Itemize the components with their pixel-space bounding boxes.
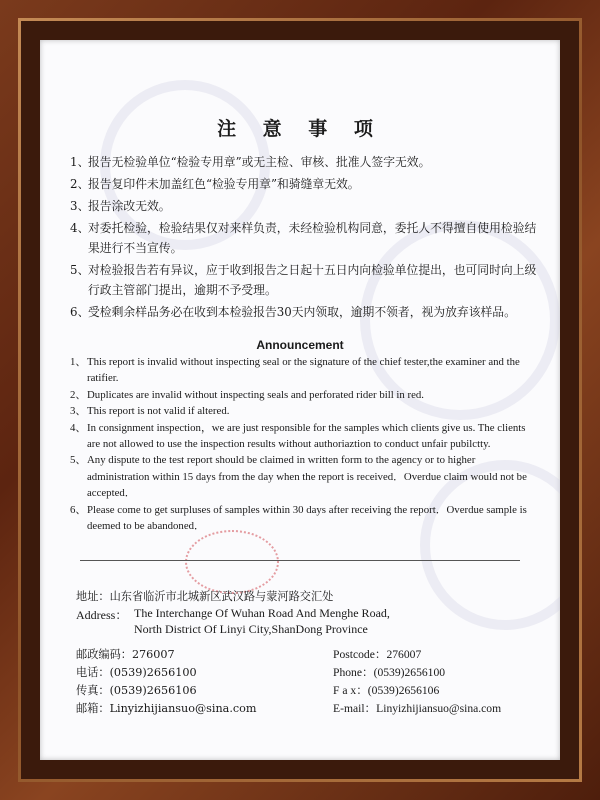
item-number: 6、 [70,503,87,516]
postcode-cn: 邮政编码：276007 [76,648,175,661]
list-item [70,218,540,258]
item-number: 4、 [70,421,87,434]
item-text: 报告复印件未加盖红色“检验专用章”和骑缝章无效。 [88,177,360,191]
list-item [70,452,530,501]
item-number: 3、 [70,199,90,213]
page-title: 注 意 事 项 [217,118,383,140]
phone-cn: 电话：(0539)2656100 [76,666,197,679]
list-item [70,174,540,194]
list-item [70,354,530,387]
divider [80,560,520,561]
address-en-line2: North District Of Linyi City,ShanDong Province [134,622,368,636]
list-item [70,403,530,419]
item-text: This report is not valid if altered. [87,405,230,418]
email-row [76,700,536,716]
address-en-row2 [76,622,536,638]
list-item [70,152,540,172]
address-en-row [76,606,536,622]
announcement-heading: Announcement [256,338,344,352]
address-en-line1: The Interchange Of Wuhan Road And Menghe Road, [134,606,390,620]
item-text: 对委托检验，检验结果仅对来样负责，未经检验机构同意，委托人不得擅自使用检验结果进行不当宣传。 [88,221,537,255]
item-text: In consignment inspection，we are just responsible for the samples which clients give us. The clients are not allowed to use the inspection results without authoriaztion to conduct unfair pubilctty. [87,421,526,451]
item-text: 报告涂改无效。 [88,199,171,213]
phone-en: Phone：(0539)2656100 [333,666,446,679]
item-number: 5、 [70,263,90,277]
list-item [70,387,530,403]
item-number: 2、 [70,388,87,401]
list-item [70,420,530,453]
postcode-row [76,646,536,662]
item-number: 4、 [70,221,90,235]
email-en: E-mail：Linyizhijiansuo@sina.com [333,702,502,715]
item-number: 1、 [70,356,87,368]
list-item [70,196,540,216]
item-text: Any dispute to the test report should be claimed in written form to the agency or to higher administration within 15 days from the day when the report is received．Overdue claim would not be accepted． [87,454,527,500]
item-text: 受检剩余样品务必在收到本检验报告30天内领取，逾期不领者，视为放弃该样品。 [88,305,516,319]
list-item [70,302,540,322]
fax-cn: 传真：(0539)2656106 [76,684,197,697]
fax-en: F a x：(0539)2656106 [333,684,440,697]
item-text: 对检验报告若有异议，应于收到报告之日起十五日内向检验单位提出，也可同时向上级行政主管部门提出，逾期不予受理。 [88,263,537,297]
item-text: Duplicates are invalid without inspecting seals and perforated rider bill in red. [87,388,424,401]
fax-row [76,682,536,698]
address-cn: 地址：山东省临沂市北城新区武汉路与蒙河路交汇处 [76,590,334,603]
document-paper [40,40,560,760]
address-en-label: Address： [76,608,128,622]
item-number: 2、 [70,177,90,191]
item-number: 3、 [70,405,87,418]
list-item [70,502,530,535]
item-text: Please come to get surpluses of samples within 30 days after receiving the report．Overdue sample is deemed to be abandoned． [87,503,527,533]
address-cn-row [76,588,536,604]
chinese-notice-list [70,152,540,324]
item-number: 1、 [70,155,90,169]
item-text: This report is invalid without inspecting seal or the signature of the chief tester,the examiner and the ratifier. [87,356,520,385]
notice-content [40,40,560,760]
email-cn: 邮箱：Linyizhijiansuo@sina.com [76,702,257,715]
list-item [70,260,540,300]
item-number: 5、 [70,454,87,467]
phone-row [76,664,536,680]
postcode-en: Postcode：276007 [333,648,422,661]
item-text: 报告无检验单位“检验专用章”或无主检、审核、批准人签字无效。 [88,155,431,169]
item-number: 6、 [70,305,90,319]
english-notice-list [70,354,530,534]
